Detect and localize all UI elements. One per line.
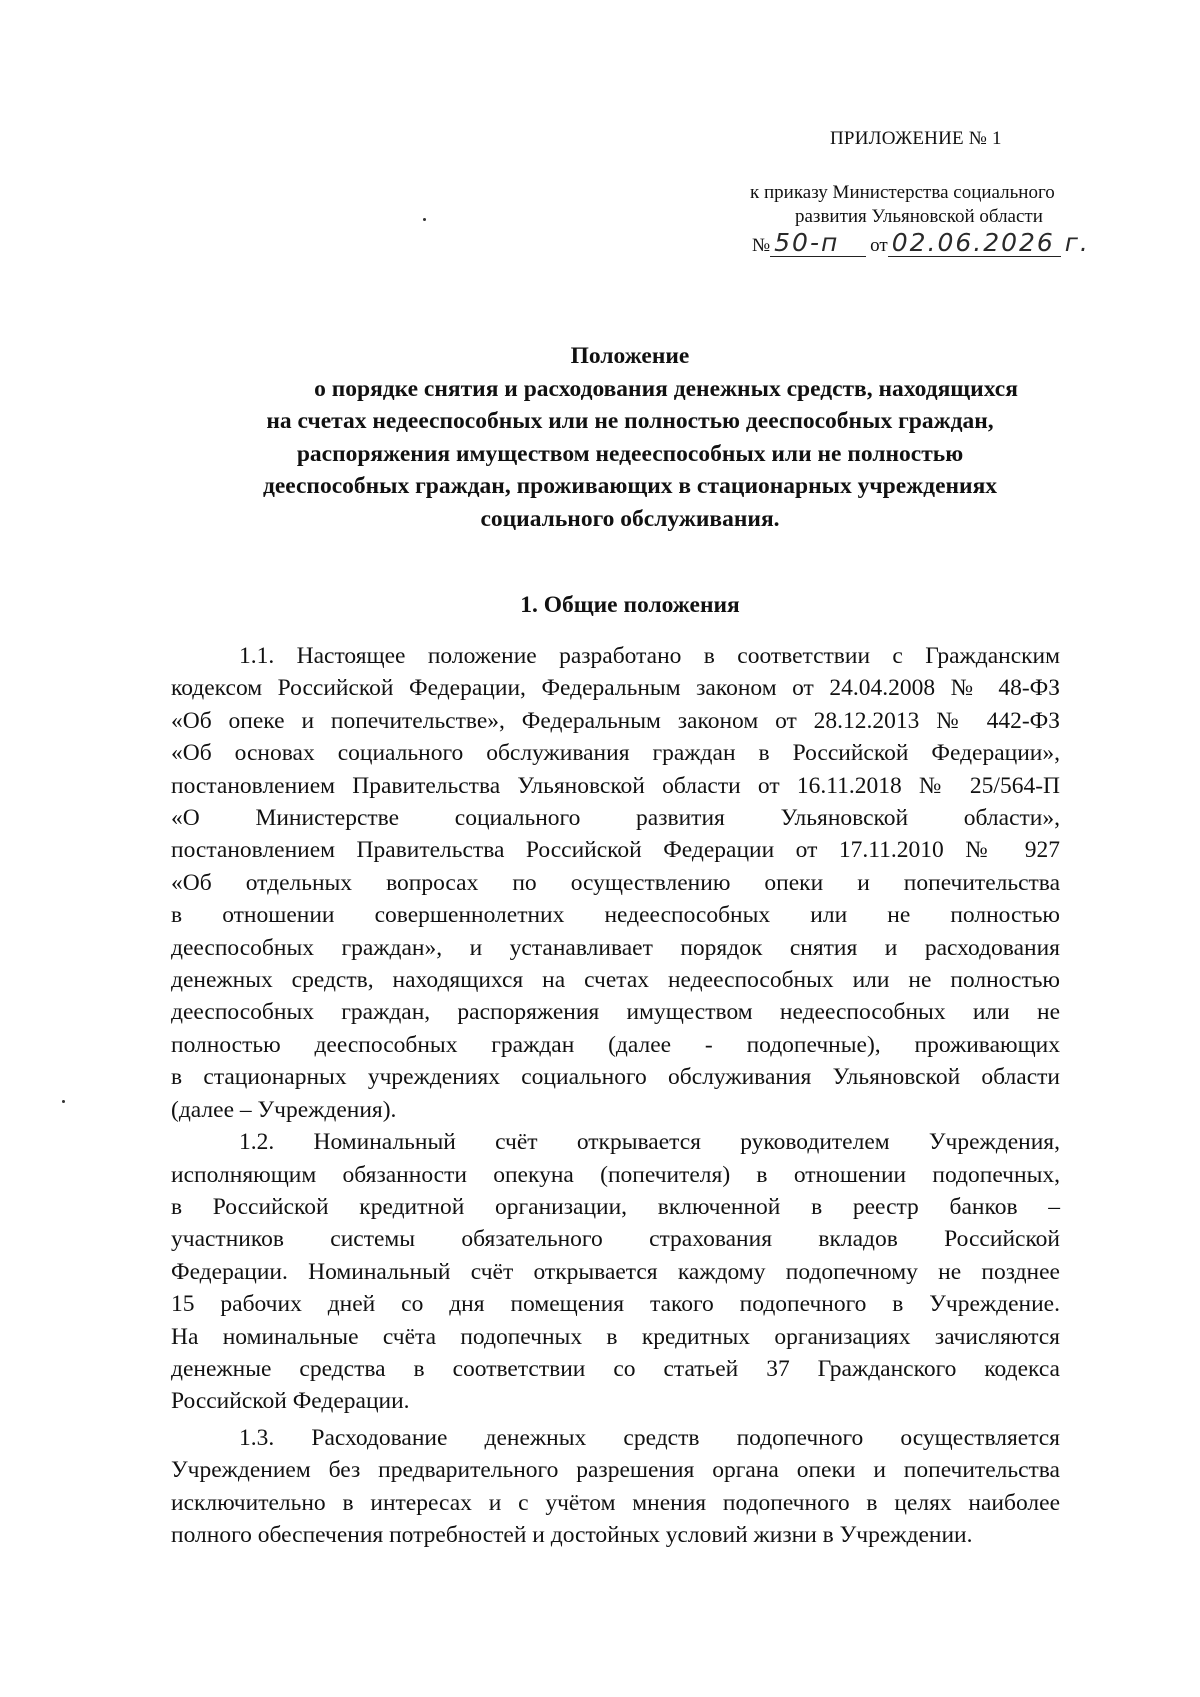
text-line: кодексом Российской Федерации, Федеральным законом от 24.04.2008 № 48-ФЗ (171, 675, 1060, 702)
handwritten-order-number: 50-п (770, 230, 866, 257)
section-heading: 1. Общие положения (520, 592, 740, 618)
text-line: в отношении совершеннолетних недееспособных или не полностью (171, 902, 1060, 929)
scan-speck (423, 218, 426, 221)
text-line: участников системы обязательного страхования вкладов Российской (171, 1226, 1060, 1253)
text-line: На номинальные счёта подопечных в кредитных организациях зачисляются (171, 1323, 1060, 1350)
appendix-number: ПРИЛОЖЕНИЕ № 1 (830, 128, 1002, 149)
document-title (200, 340, 1060, 535)
text-line: «Об отдельных вопросах по осуществлению опеки и попечительства (171, 869, 1060, 896)
text-line: 15 рабочих дней со дня помещения такого подопечного в Учреждение. (171, 1291, 1060, 1318)
text-line: исполняющим обязанности опекуна (попечителя) в отношении подопечных, (171, 1161, 1060, 1188)
text-line: «Об опеке и попечительстве», Федеральным законом от 28.12.2013 № 442-ФЗ (171, 707, 1060, 734)
text-line: «Об основах социального обслуживания граждан в Российской Федерации», (171, 740, 1060, 767)
text-line: дееспособных граждан», и устанавливает порядок снятия и расходования (171, 934, 1060, 961)
text-line: полностью дееспособных граждан (далее - подопечные), проживающих (171, 1031, 1060, 1058)
scan-speck (62, 1100, 65, 1103)
handwritten-order-date: 02.06.2026 г. (888, 230, 1061, 257)
title-line: дееспособных граждан, проживающих в стационарных учреждениях (262, 473, 998, 499)
order-reference-line2: развития Ульяновской области (795, 206, 1043, 227)
order-reference-line1: к приказу Министерства социального (750, 182, 1055, 203)
paragraph-1-3 (171, 1422, 1060, 1552)
text-line: в Российской кредитной организации, включенной в реестр банков – (171, 1193, 1060, 1220)
title-line: распоряжения имуществом недееспособных или не полностью (296, 440, 964, 467)
number-label: № (752, 235, 771, 256)
document-body (171, 640, 1060, 1551)
title-line: социального обслуживания. (480, 505, 780, 532)
title-line: о порядке снятия и расходования денежных средств, находящихся (314, 375, 1018, 402)
text-line: 1.2. Номинальный счёт открывается руководителем Учреждения, (239, 1129, 1060, 1156)
text-line: дееспособных граждан, распоряжения имуществом недееспособных или не (171, 999, 1060, 1026)
text-line: полного обеспечения потребностей и достойных условий жизни в Учреждении. (171, 1521, 973, 1548)
text-line: в стационарных учреждениях социального обслуживания Ульяновской области (171, 1064, 1060, 1091)
title-line: на счетах недееспособных или не полностью дееспособных граждан, (266, 408, 994, 434)
text-line: постановлением Правительства Ульяновской области от 16.11.2018 № 25/564-П (171, 772, 1060, 799)
text-line: исключительно в интересах и с учётом мнения подопечного в целях наиболее (171, 1489, 1060, 1516)
text-line: Российской Федерации. (171, 1388, 410, 1415)
paragraph-1-1 (171, 640, 1060, 1126)
order-number-date-line (752, 228, 1090, 257)
title-line: Положение (570, 343, 690, 369)
text-line: постановлением Правительства Российской Федерации от 17.11.2010 № 927 (171, 837, 1060, 864)
text-line: (далее – Учреждения). (171, 1096, 397, 1123)
text-line: Учреждением без предварительного разрешения органа опеки и попечительства (171, 1457, 1060, 1484)
text-line: денежных средств, находящихся на счетах недееспособных или не полностью (171, 967, 1060, 994)
text-line: денежные средства в соответствии со статьей 37 Гражданского кодекса (171, 1355, 1060, 1382)
text-line: Федерации. Номинальный счёт открывается каждому подопечному не позднее (171, 1258, 1060, 1285)
date-label: от (870, 235, 888, 256)
text-line: «О Министерстве социального развития Ульяновской области», (171, 805, 1060, 832)
text-line: 1.1. Настоящее положение разработано в соответствии с Гражданским (239, 643, 1060, 669)
paragraph-1-2 (171, 1126, 1060, 1418)
text-line: 1.3. Расходование денежных средств подопечного осуществляется (239, 1424, 1060, 1451)
